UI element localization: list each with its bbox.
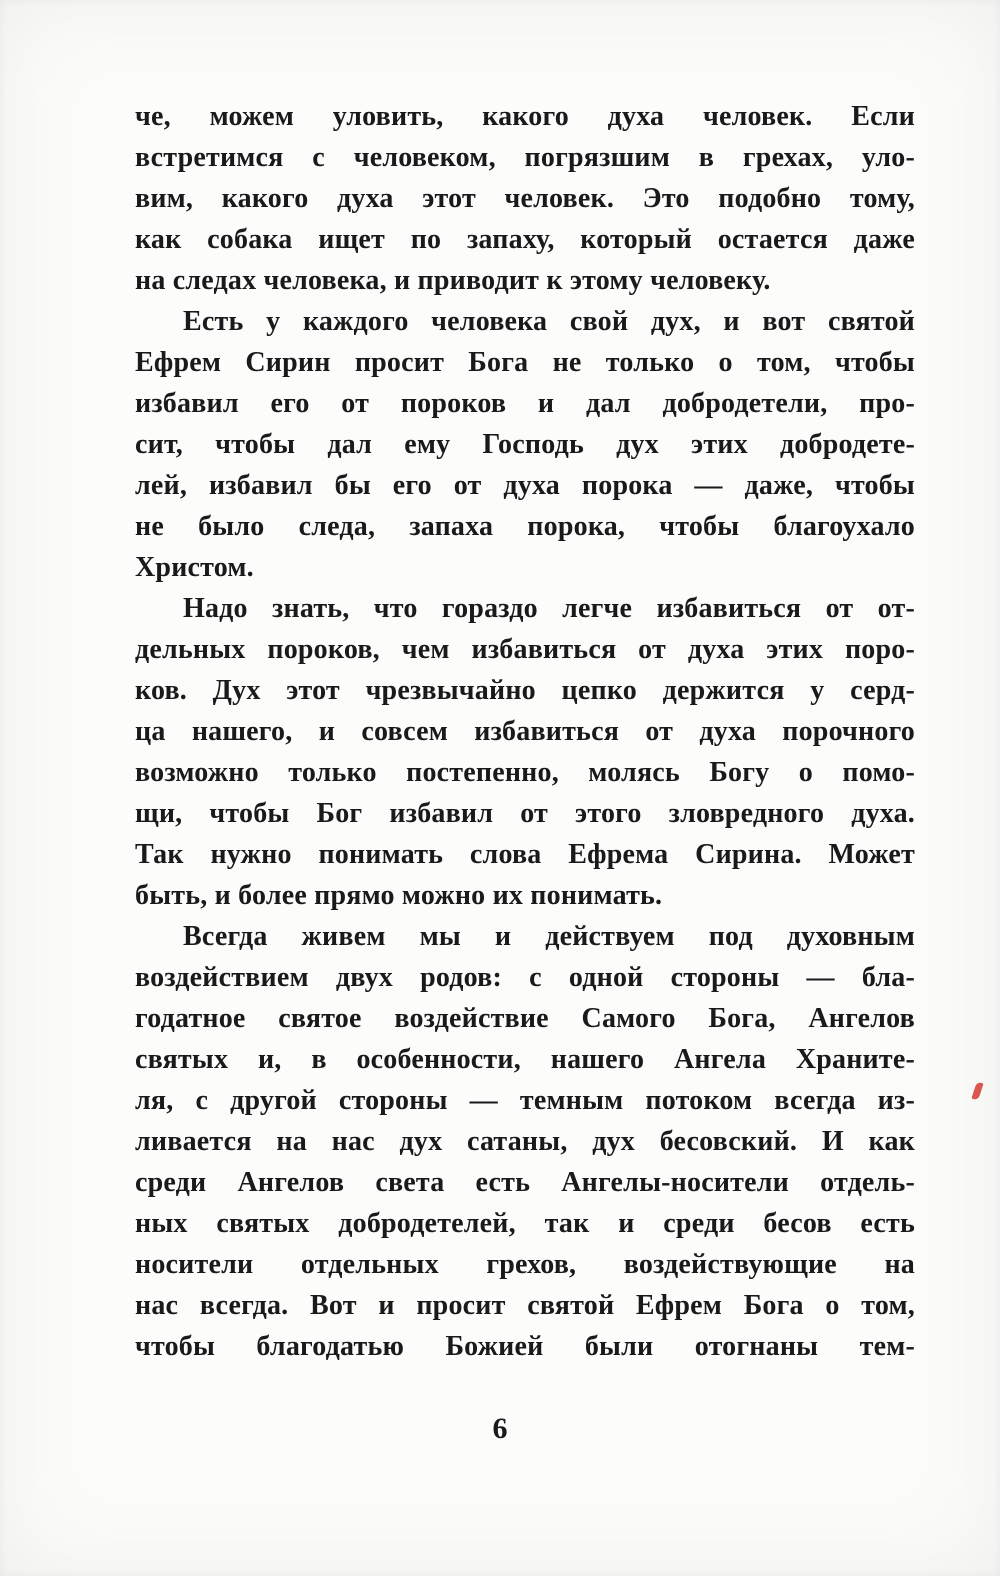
text-line: на следах человека, и приводит к этому человеку. bbox=[135, 265, 771, 296]
text-line: быть, и более прямо можно их понимать. bbox=[135, 880, 663, 911]
text-line: святых и, в особенности, нашего Ангела Храните- bbox=[135, 1044, 915, 1075]
text-line: не было следа, запаха порока, чтобы благоухало bbox=[135, 511, 915, 542]
text-line: как собака ищет по запаху, который остается даже bbox=[135, 224, 915, 255]
body-text bbox=[135, 96, 915, 1367]
text-line: носители отдельных грехов, воздействующие на bbox=[135, 1249, 915, 1280]
text-line: ливается на нас дух сатаны, дух бесовский. И как bbox=[135, 1126, 915, 1157]
text-line: воздействием двух родов: с одной стороны — бла- bbox=[135, 962, 915, 993]
text-line: среди Ангелов света есть Ангелы-носители отдель- bbox=[135, 1167, 915, 1198]
text-line: дельных пороков, чем избавиться от духа этих поро- bbox=[135, 634, 915, 665]
text-line: щи, чтобы Бог избавил от этого зловредного духа. bbox=[135, 798, 915, 829]
text-line: Христом. bbox=[135, 552, 254, 583]
text-line: Есть у каждого человека свой дух, и вот святой bbox=[183, 306, 915, 337]
text-line: ков. Дух этот чрезвычайно цепко держится у серд- bbox=[135, 675, 915, 706]
paragraph bbox=[135, 588, 915, 916]
text-line: ца нашего, и совсем избавиться от духа порочного bbox=[135, 716, 915, 747]
red-scan-artifact bbox=[971, 1081, 983, 1100]
text-line: встретимся с человеком, погрязшим в грехах, уло- bbox=[135, 142, 915, 173]
text-line: избавил его от пороков и дал добродетели, про- bbox=[135, 388, 915, 419]
text-line: чтобы благодатью Божией были отогнаны тем- bbox=[135, 1331, 915, 1362]
text-line: че, можем уловить, какого духа человек. Если bbox=[135, 101, 915, 132]
text-line: годатное святое воздействие Самого Бога, Ангелов bbox=[135, 1003, 915, 1034]
text-line: лей, избавил бы его от духа порока — даже, чтобы bbox=[135, 470, 915, 501]
paragraph bbox=[135, 301, 915, 588]
paragraph bbox=[135, 916, 915, 1367]
text-line: возможно только постепенно, молясь Богу о помо- bbox=[135, 757, 915, 788]
text-line: Надо знать, что гораздо легче избавиться от от- bbox=[183, 593, 915, 624]
text-line: нас всегда. Вот и просит святой Ефрем Бога о том, bbox=[135, 1290, 915, 1321]
text-line: ных святых добродетелей, так и среди бесов есть bbox=[135, 1208, 915, 1239]
text-line: Всегда живем мы и действуем под духовным bbox=[183, 921, 915, 952]
page-number: 6 bbox=[492, 1412, 508, 1445]
paragraph bbox=[135, 96, 915, 301]
text-line: Так нужно понимать слова Ефрема Сирина. Может bbox=[135, 839, 915, 870]
text-line: вим, какого духа этот человек. Это подобно тому, bbox=[135, 183, 915, 214]
text-line: Ефрем Сирин просит Бога не только о том, чтобы bbox=[135, 347, 915, 378]
text-line: ля, с другой стороны — темным потоком всегда из- bbox=[135, 1085, 915, 1116]
text-line: сит, чтобы дал ему Господь дух этих добродете- bbox=[135, 429, 915, 460]
